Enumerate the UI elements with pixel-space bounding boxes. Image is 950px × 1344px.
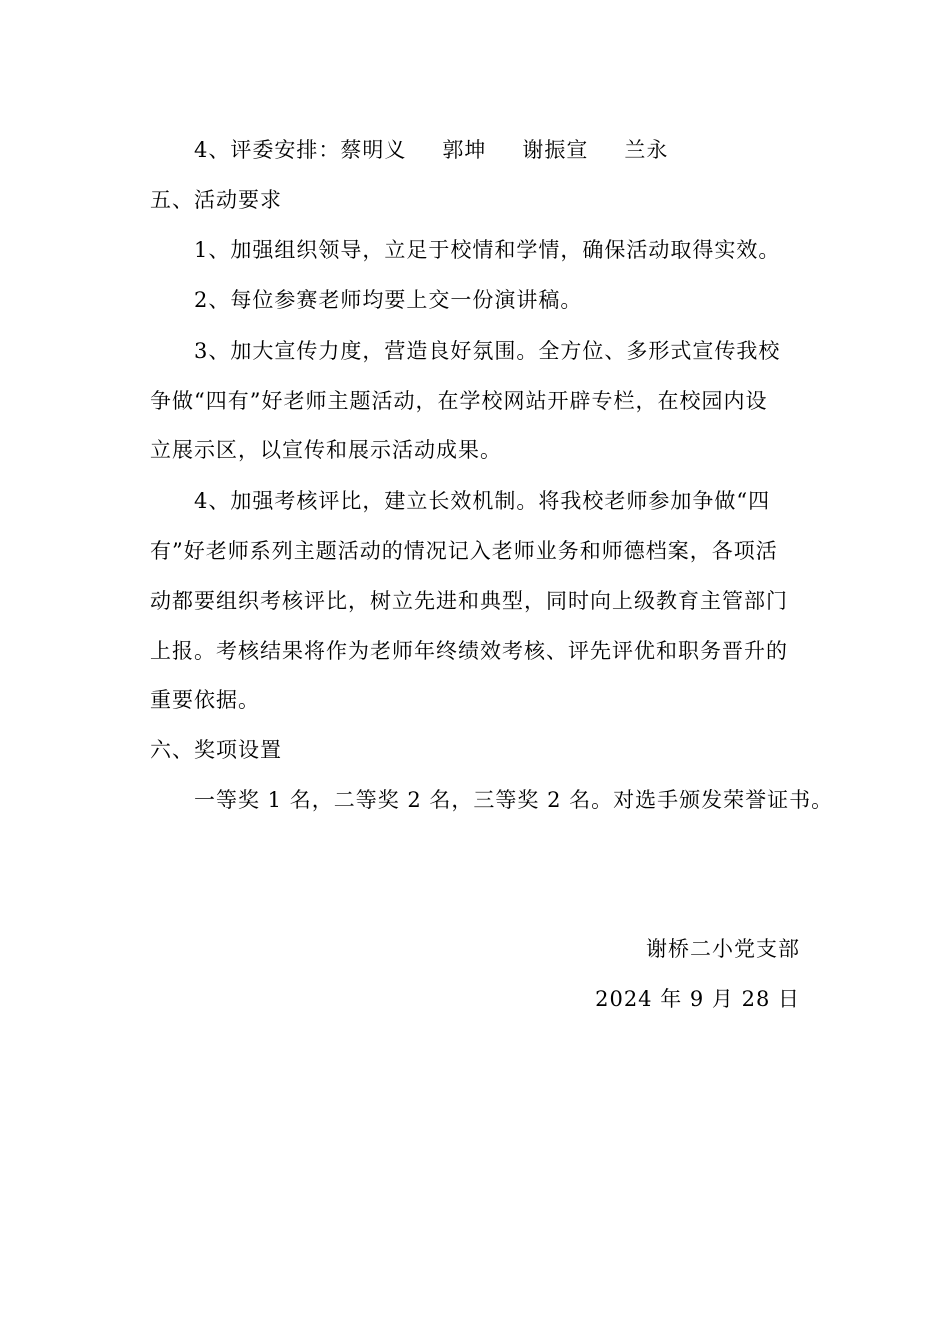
section5-heading: 五、活动要求 xyxy=(150,188,282,212)
judge-name: 兰永 xyxy=(624,138,669,162)
section5-item3-line: 争做“四有”好老师主题活动，在学校网站开辟专栏，在校园内设 xyxy=(150,389,768,413)
judge-name: 郭坤 xyxy=(442,138,487,162)
section5-item2: 2、每位参赛老师均要上交一份演讲稿。 xyxy=(194,288,583,312)
section5-item3-line: 3、加大宣传力度，营造良好氛围。全方位、多形式宣传我校 xyxy=(194,339,781,363)
section5-item4-line: 4、加强考核评比，建立长效机制。将我校老师参加争做“四 xyxy=(194,489,771,513)
section5-item4-line: 上报。考核结果将作为老师年终绩效考核、评先评优和职务晋升的 xyxy=(150,639,788,663)
section5-item3-line: 立展示区，以宣传和展示活动成果。 xyxy=(150,438,502,462)
section5-item4-line: 动都要组织考核评比，树立先进和典型，同时向上级教育主管部门 xyxy=(150,589,788,613)
signature-date: 2024 年 9 月 28 日 xyxy=(595,987,800,1011)
section5-item4-line: 重要依据。 xyxy=(150,688,260,712)
section6-heading: 六、奖项设置 xyxy=(150,738,282,762)
section6-text: 一等奖 1 名，二等奖 2 名，三等奖 2 名。对选手颁发荣誉证书。 xyxy=(194,788,834,812)
judge-name: 谢振宣 xyxy=(522,138,589,162)
judges-label: 4、评委安排： xyxy=(194,138,341,162)
section5-item4-line: 有”好老师系列主题活动的情况记入老师业务和师德档案，各项活 xyxy=(150,539,778,563)
judge-name: 蔡明义 xyxy=(340,138,407,162)
section5-item1: 1、加强组织领导，立足于校情和学情，确保活动取得实效。 xyxy=(194,238,781,262)
signature-org: 谢桥二小党支部 xyxy=(646,937,800,961)
judges-line xyxy=(194,138,704,162)
